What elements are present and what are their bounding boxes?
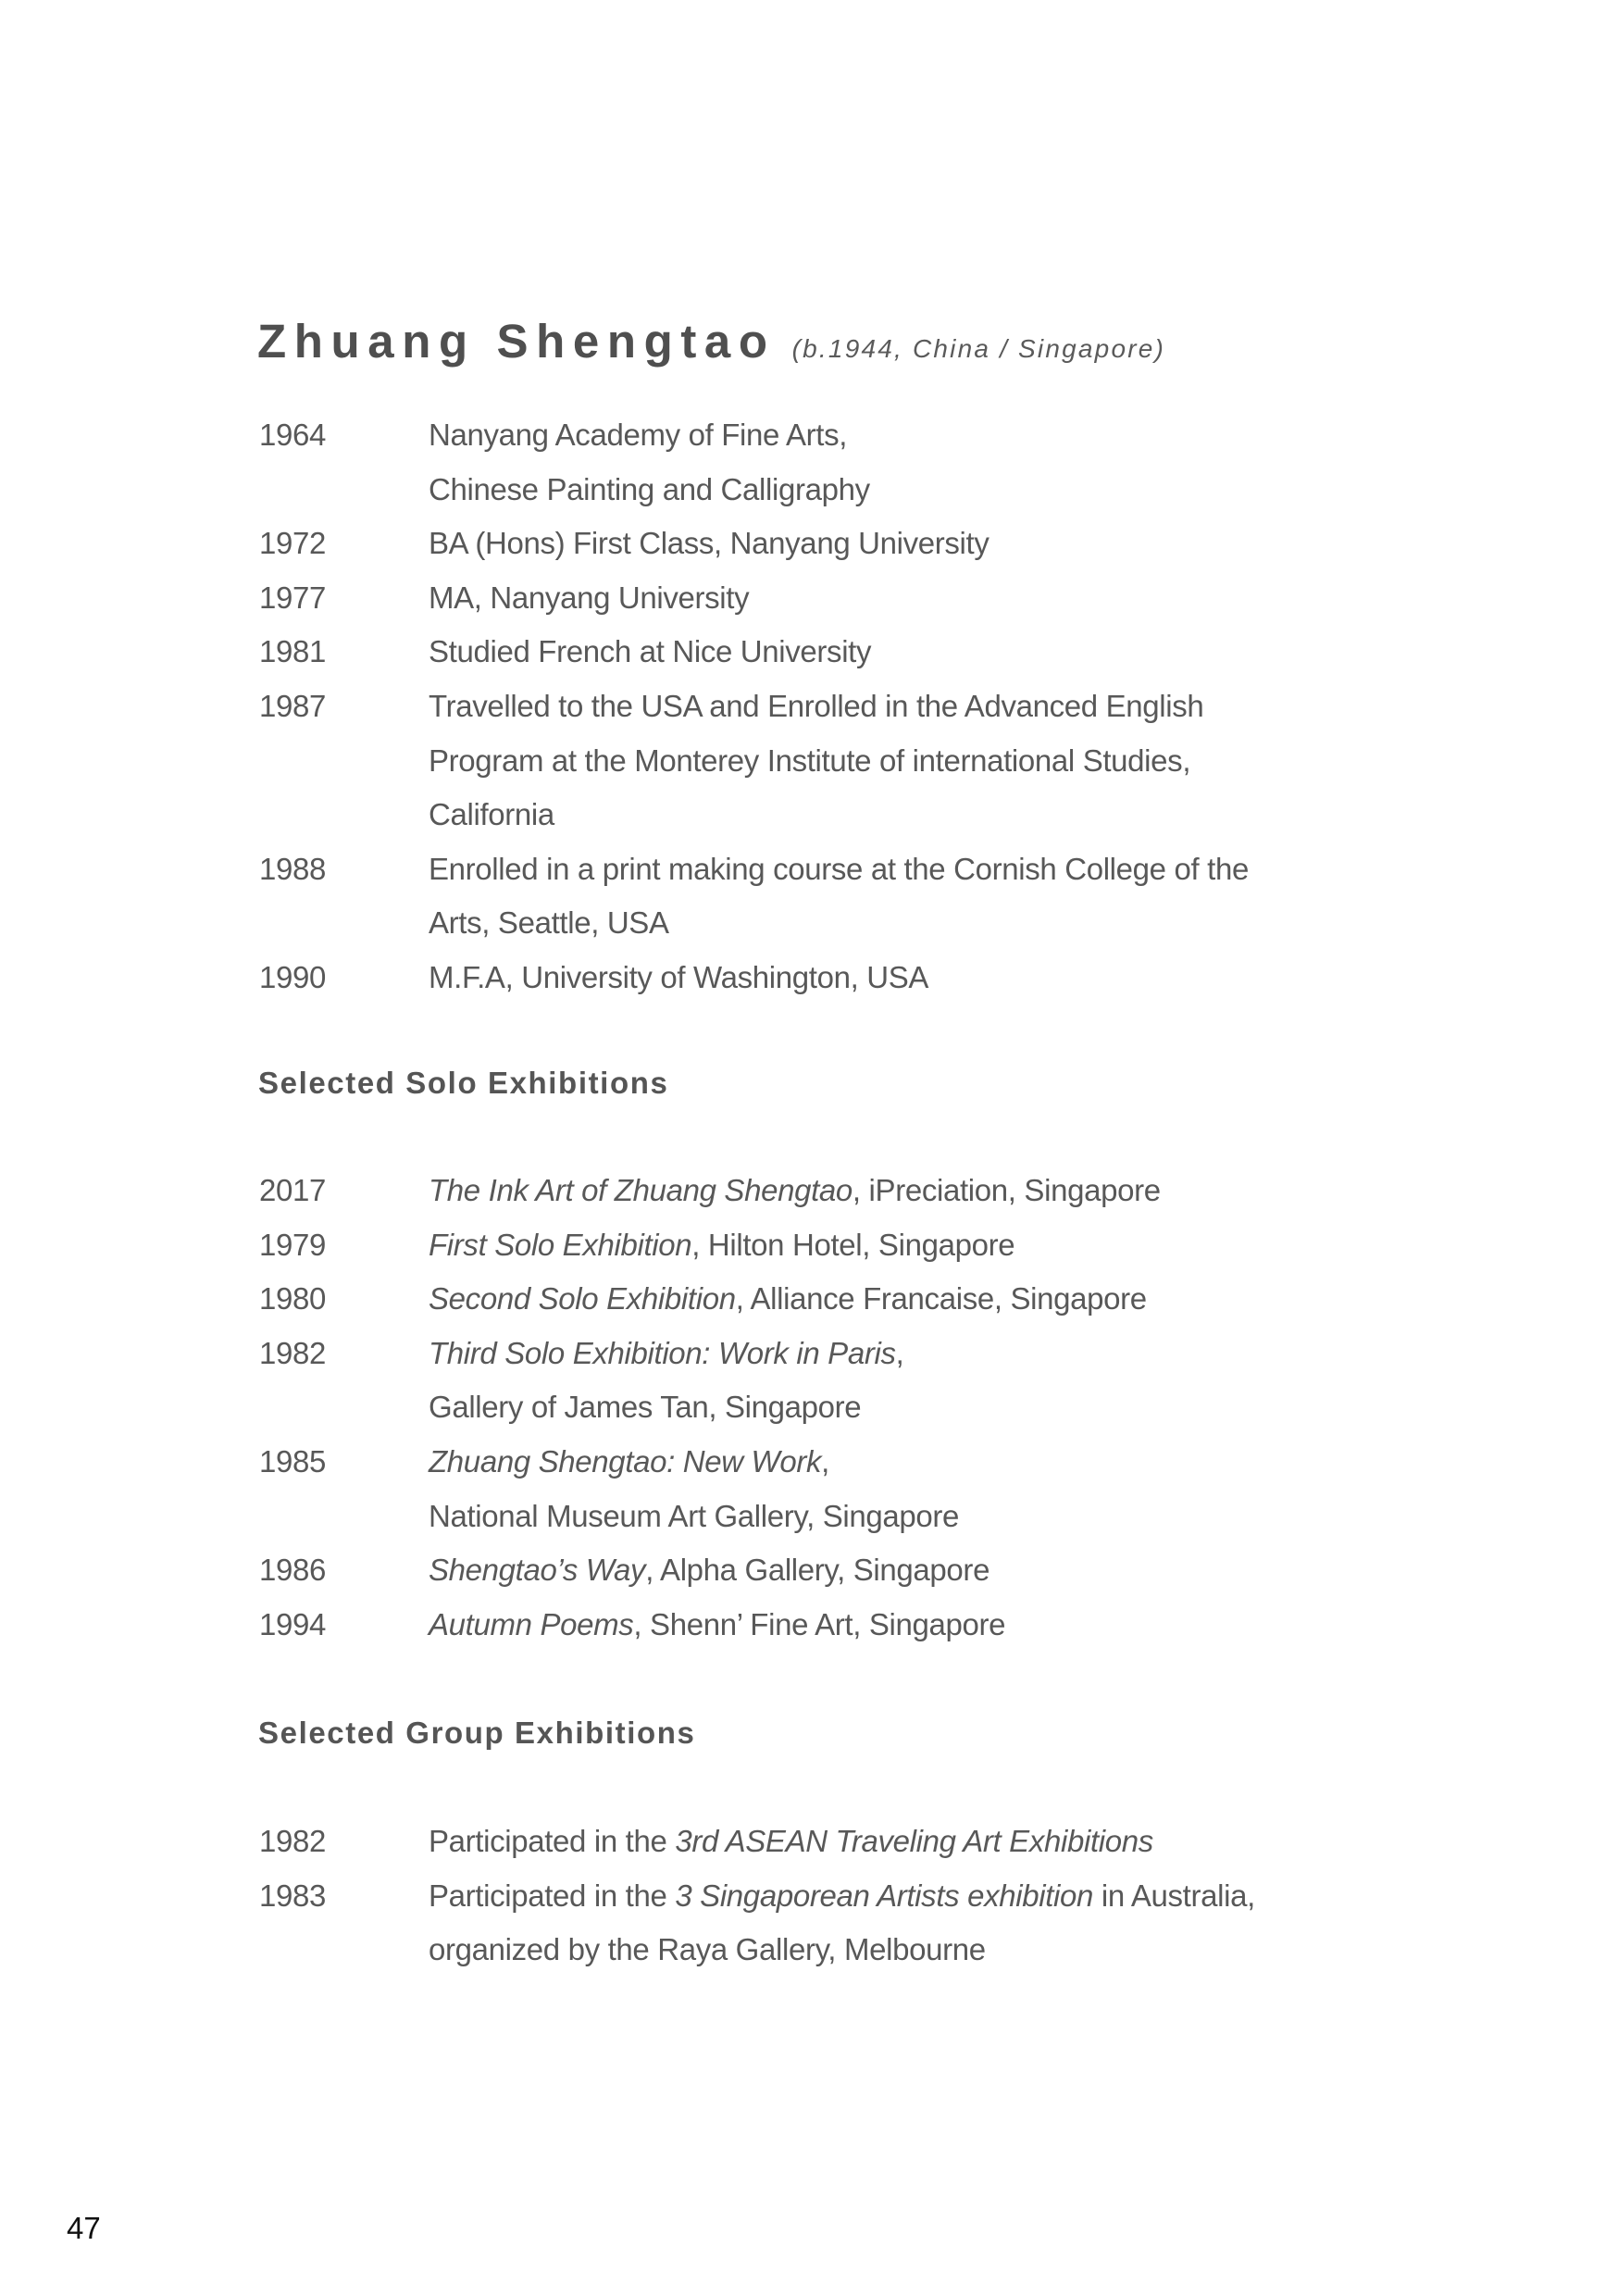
artist-birth-info: (b.1944, China / Singapore) (791, 334, 1166, 363)
description-line (429, 1815, 1462, 1869)
entry-year: 1988 (259, 851, 327, 886)
description-line (429, 1327, 1462, 1381)
cv-entry (259, 1543, 1462, 1598)
description-line (429, 788, 1462, 842)
description-line (429, 517, 1462, 571)
description-text: California (429, 797, 554, 832)
entry-description (429, 842, 1462, 951)
cv-entry (259, 571, 1462, 626)
description-line (429, 734, 1462, 789)
artist-name: Zhuang Shengtao (257, 315, 776, 368)
solo-exhibitions-heading: Selected Solo Exhibitions (258, 1066, 669, 1100)
cv-entry (259, 1435, 1462, 1543)
entry-year: 1987 (259, 688, 327, 723)
education-list (259, 408, 1462, 1005)
cv-entry (259, 1598, 1462, 1653)
exhibition-title: Shengtao’s Way (429, 1553, 646, 1588)
description-text: Participated in the (429, 1878, 676, 1913)
exhibition-title: Autumn Poems (429, 1606, 634, 1641)
description-line (429, 951, 1462, 1005)
entry-description (429, 1272, 1462, 1327)
description-text: , iPreciation, Singapore (852, 1173, 1161, 1207)
entry-description (429, 1218, 1462, 1273)
group-exhibitions-heading: Selected Group Exhibitions (258, 1716, 696, 1750)
entry-year: 1982 (259, 1335, 327, 1370)
entry-year: 1982 (259, 1824, 327, 1858)
entry-year: 1990 (259, 959, 327, 994)
description-text: M.F.A, University of Washington, USA (429, 959, 929, 994)
entry-year: 2017 (259, 1173, 327, 1207)
description-text: , Hilton Hotel, Singapore (691, 1227, 1015, 1262)
entry-year: 1980 (259, 1281, 327, 1316)
description-line (429, 571, 1462, 626)
entry-description (429, 408, 1462, 517)
cv-entry (259, 951, 1462, 1005)
entry-year: 1964 (259, 418, 327, 452)
description-text: organized by the Raya Gallery, Melbourne (429, 1932, 986, 1967)
description-line (429, 1598, 1462, 1653)
cv-entry (259, 680, 1462, 842)
artist-header (257, 314, 1165, 381)
description-text: , Alpha Gallery, Singapore (645, 1553, 990, 1588)
exhibition-title: 3 Singaporean Artists exhibition (675, 1878, 1094, 1913)
entry-year: 1981 (259, 634, 327, 669)
entry-year: 1979 (259, 1227, 327, 1262)
description-line (429, 1490, 1462, 1544)
exhibition-title: Second Solo Exhibition (429, 1281, 736, 1316)
description-text: in Australia, (1093, 1878, 1255, 1913)
description-text: Studied French at Nice University (429, 634, 872, 669)
description-line (429, 1543, 1462, 1598)
cv-entry (259, 1272, 1462, 1327)
entry-description (429, 951, 1462, 1005)
description-line (429, 1380, 1462, 1435)
solo-exhibitions-list (259, 1164, 1462, 1652)
description-text: Program at the Monterey Institute of international Studies, (429, 742, 1191, 778)
description-text: Travelled to the USA and Enrolled in the Advanced English (429, 688, 1204, 723)
description-text: Arts, Seattle, USA (429, 905, 669, 941)
cv-entry (259, 1164, 1462, 1218)
entry-description (429, 1869, 1462, 1978)
description-text: Participated in the (429, 1824, 676, 1858)
entry-description (429, 1164, 1462, 1218)
cv-entry (259, 625, 1462, 680)
cv-entry (259, 1218, 1462, 1273)
group-exhibitions-list (259, 1815, 1462, 1978)
entry-description (429, 517, 1462, 571)
exhibition-title: The Ink Art of Zhuang Shengtao (429, 1173, 853, 1207)
description-text: Chinese Painting and Calligraphy (429, 471, 870, 506)
entry-year: 1994 (259, 1606, 327, 1641)
entry-description (429, 625, 1462, 680)
entry-description (429, 1815, 1462, 1869)
entry-description (429, 1543, 1462, 1598)
entry-year: 1986 (259, 1553, 327, 1588)
entry-year: 1983 (259, 1878, 327, 1913)
description-text: , (895, 1335, 904, 1370)
description-text: BA (Hons) First Class, Nanyang University (429, 526, 989, 561)
description-text: , Shenn’ Fine Art, Singapore (633, 1606, 1006, 1641)
description-line (429, 896, 1462, 951)
entry-description (429, 1327, 1462, 1435)
entry-year: 1985 (259, 1443, 327, 1479)
entry-description (429, 1435, 1462, 1543)
cv-entry (259, 1327, 1462, 1435)
cv-entry (259, 1869, 1462, 1978)
cv-entry (259, 517, 1462, 571)
description-line (429, 842, 1462, 897)
description-line (429, 408, 1462, 463)
description-line (429, 1272, 1462, 1327)
description-line (429, 463, 1462, 518)
page-number: 47 (67, 2211, 101, 2245)
description-text: National Museum Art Gallery, Singapore (429, 1498, 960, 1533)
entry-description (429, 571, 1462, 626)
entry-description (429, 680, 1462, 842)
cv-entry (259, 1815, 1462, 1869)
description-line (429, 1218, 1462, 1273)
cv-entry (259, 842, 1462, 951)
description-line (429, 1435, 1462, 1490)
exhibition-title: 3rd ASEAN Traveling Art Exhibitions (675, 1824, 1153, 1858)
description-text: , (821, 1443, 829, 1479)
exhibition-title: Zhuang Shengtao: New Work (429, 1443, 822, 1479)
description-text: , Alliance Francaise, Singapore (735, 1281, 1147, 1316)
exhibition-title: First Solo Exhibition (429, 1227, 692, 1262)
description-line (429, 625, 1462, 680)
description-line (429, 1923, 1462, 1978)
description-text: Enrolled in a print making course at the Cornish College of the (429, 851, 1249, 886)
description-line (429, 680, 1462, 734)
description-text: Nanyang Academy of Fine Arts, (429, 418, 848, 452)
entry-description (429, 1598, 1462, 1653)
entry-year: 1972 (259, 526, 327, 561)
entry-year: 1977 (259, 580, 327, 615)
exhibition-title: Third Solo Exhibition: Work in Paris (429, 1335, 896, 1370)
cv-entry (259, 408, 1462, 517)
description-line (429, 1164, 1462, 1218)
description-line (429, 1869, 1462, 1924)
description-text: Gallery of James Tan, Singapore (429, 1390, 862, 1425)
description-text: MA, Nanyang University (429, 580, 750, 615)
